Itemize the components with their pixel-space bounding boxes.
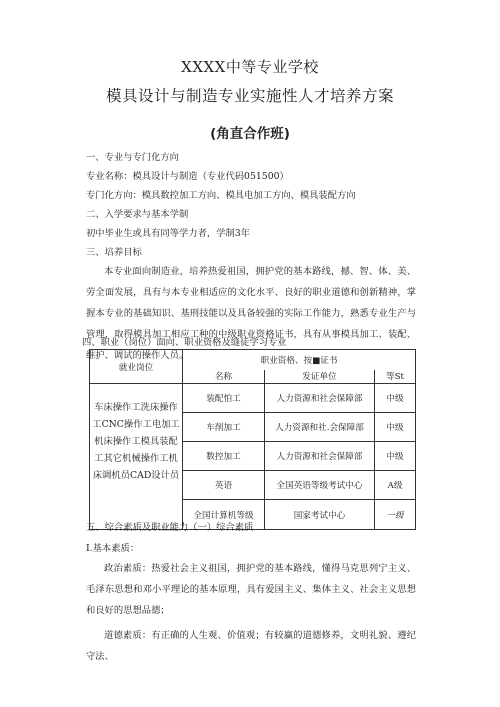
cert-level: 中级: [375, 442, 416, 471]
cert-issuer: 人力资源和社.会保障部: [265, 413, 375, 442]
cert-level: 一级: [375, 500, 416, 530]
cert-name: 英语: [183, 471, 265, 500]
header-issuer: 发证单位: [265, 370, 375, 384]
header-job: 就业岗位: [90, 350, 183, 384]
admission-text: 初中毕业生或具有同等学力者，学制3年: [86, 228, 250, 239]
cert-name: 装配怕工: [183, 384, 265, 413]
basic-quality-heading: I.基本素质：: [86, 543, 140, 554]
moral-quality-paragraph: 道德素质：有正确的人生观、价值观；有较赢的道德修养，文明礼貌、遵纪守法、: [86, 630, 416, 662]
cert-level: 中级: [375, 384, 416, 413]
header-level: 等St: [375, 370, 416, 384]
header-cert-group: 职业资格、按■证书: [183, 350, 416, 370]
plan-title: 模具设计与制造专业实施性人才培养方案: [105, 87, 394, 105]
major-name-line: 专业名称：模具设计与制造（专业代码051500）: [86, 171, 289, 182]
section4-heading: 四、职业（岗位）面向、职业资格及缝徒学习专业: [82, 337, 287, 348]
section3-heading: 三、培养目标: [86, 247, 142, 258]
cert-level: 中级: [375, 413, 416, 442]
section5-heading: 五、综合素质及职业能力（一）综合素质: [86, 522, 254, 533]
cert-issuer: 人力资源和社会保障部: [265, 442, 375, 471]
career-table: [89, 349, 416, 530]
cert-name: 车削加工: [183, 413, 265, 442]
cert-level: A级: [375, 471, 416, 500]
cert-issuer: 全国英语等级考试中心: [265, 471, 375, 500]
cert-name: 数控加工: [183, 442, 265, 471]
header-name: 名称: [183, 370, 265, 384]
section2-heading: 二、入学要求与基本学制: [86, 209, 189, 220]
cert-issuer: 国家考试中心: [265, 500, 375, 530]
direction-line: 专门化方向：模具数控加工方向、模具电加工方向、模具装配方向: [86, 190, 356, 201]
table-row: [90, 384, 416, 413]
school-name: XXXX中等专业学校: [181, 58, 319, 76]
section1-heading: 一、专业与专门化方向: [86, 152, 179, 163]
political-quality-paragraph: 政治素质：热爱社会主义祖国，拥护党的基本路线，懂得马克思列宁主义、毛泽东思想和邓小平理论的基本原理，具有爱国主义、集体主义、社会主义思想和良好的思想品德；: [86, 563, 416, 616]
job-list: 车床操作工洗床操作工CNC操作工电加工机床操作工模具装配工其它机械操作工机床调机员CAD设计员: [92, 402, 180, 482]
training-goal-paragraph: 本专业面向制造业，培养热爱祖国，拥护党的基本路线，撼、智、体、美、劳全面发展，具有与本专业相适应的文化水平、良好的职业道德和创新精神，掌握本专业的基础知识、基刑技能以及具备较强的实际工作能力，熟悉专业生产与管理，取得模具加工相应工种的中级职业资格证书，具有从事模具加工、装配、维护、调试的操作人员。: [86, 266, 416, 361]
class-subtitle: (角直合作班): [210, 126, 290, 142]
cert-issuer: 人力资源和社会保障部: [265, 384, 375, 413]
cert-name: 全国计算机等级: [183, 500, 265, 530]
